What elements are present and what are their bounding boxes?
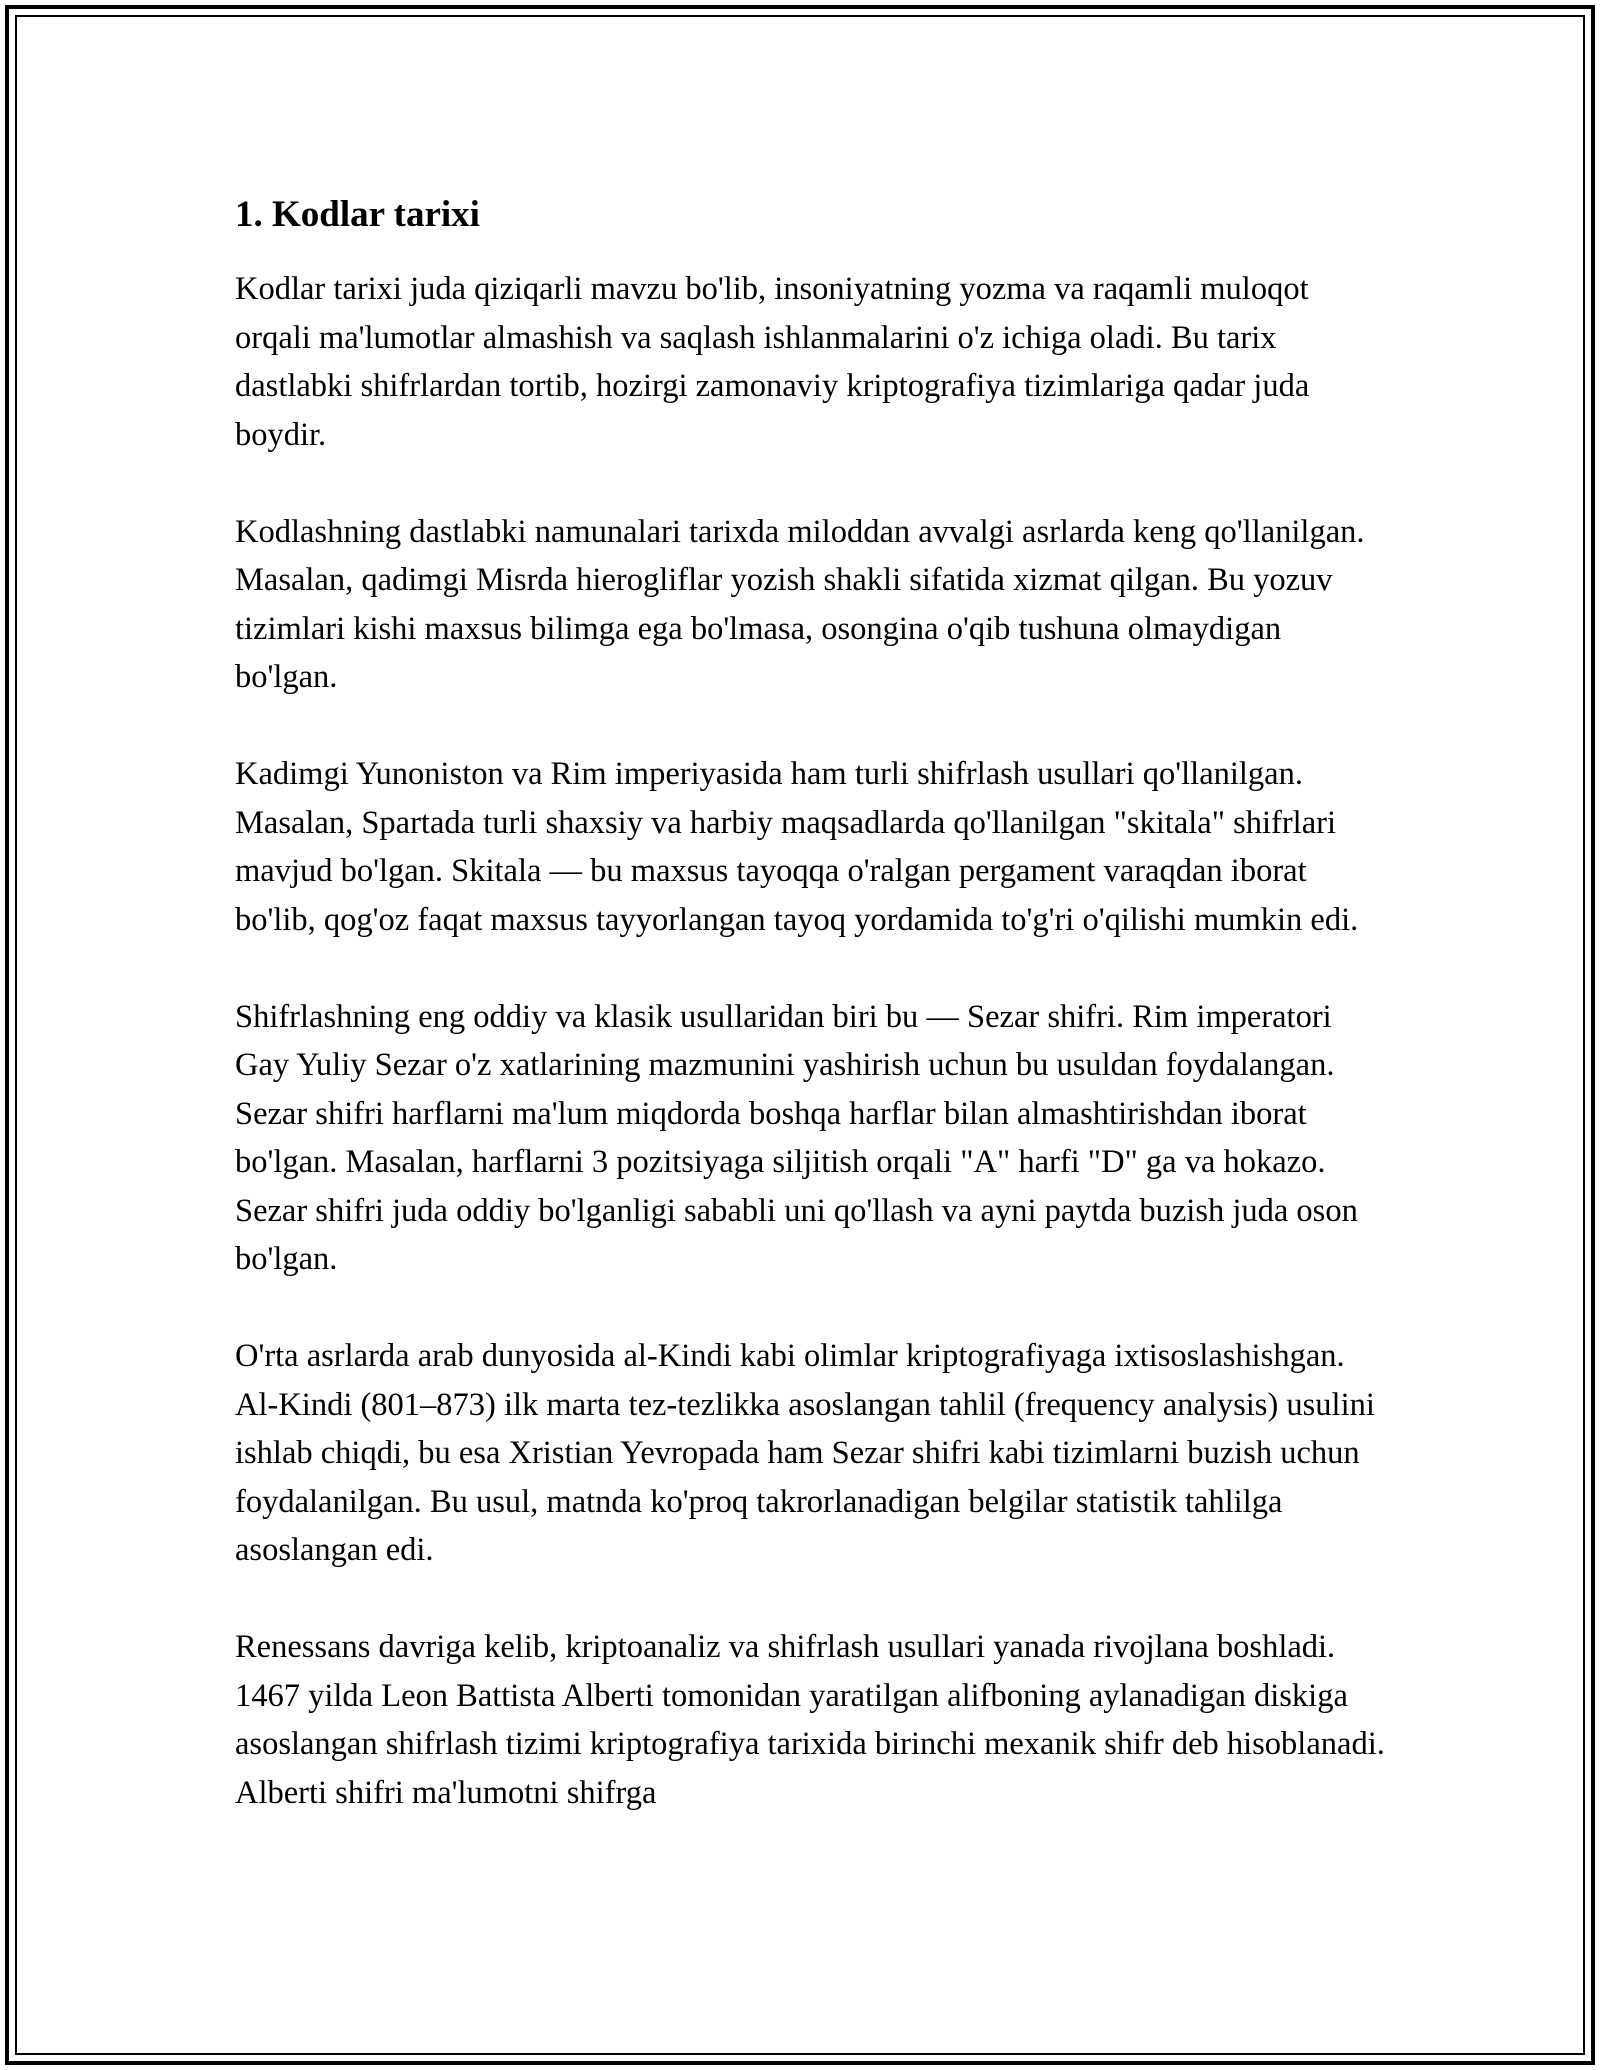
paragraph-intro: Kodlar tarixi juda qiziqarli mavzu bo'lib, insoniyatning yozma va raqamli muloqot orqali ma'lumotlar almashish va saqlash ishlanmalarini o'z ichiga oladi. Bu tarix dastlabki shifrlardan tortib, hozirgi zamonaviy kriptografiya tizimlariga qadar juda boydir.: [235, 271, 1310, 453]
paragraph-caesar-cipher: Shifrlashning eng oddiy va klasik usullaridan biri bu — Sezar shifri. Rim imperatori Gay Yuliy Sezar o'z xatlarining mazmunini yashirish uchun bu usuldan foydalangan. Sezar shifri harflarni ma'lum miqdorda boshqa harflar bilan almashtirishdan iborat bo'lgan. Masalan, harflarni 3 pozitsiyaga siljitish orqali "A" harfi "D" ga va hokazo. Sezar shifri juda oddiy bo'lganligi sababli uni qo'llash va ayni paytda buzish juda oson bo'lgan.: [235, 998, 1358, 1278]
paragraph-renaissance: Renessans davriga kelib, kriptoanaliz va shifrlash usullari yanada rivojlana boshladi. 1467 yilda Leon Battista Alberti tomonidan yaratilgan alifboning aylanadigan diskiga asoslangan shifrlash tizimi kriptografiya tarixida birinchi mexanik shifr deb hisoblanadi. Alberti shifri ma'lumotni shifrga: [235, 1629, 1385, 1811]
document-body: [235, 180, 1385, 1866]
paragraph-greece-rome: Kadimgi Yunoniston va Rim imperiyasida ham turli shifrlash usullari qo'llanilgan. Masalan, Spartada turli shaxsiy va harbiy maqsadlarda qo'llanilgan "skitala" shifrlari mavjud bo'lgan. Skitala — bu maxsus tayoqqa o'ralgan pergament varaqdan iborat bo'lib, qog'oz faqat maxsus tayyorlangan tayoq yordamida to'g'ri o'qilishi mumkin edi.: [235, 756, 1359, 938]
paragraph-al-kindi: O'rta asrlarda arab dunyosida al-Kindi kabi olimlar kriptografiyaga ixtisoslashishgan. Al-Kindi (801–873) ilk marta tez-tezlikka asoslangan tahlil (frequency analysis) usulini ishlab chiqdi, bu esa Xristian Yevropada ham Sezar shifri kabi tizimlarni buzish uchun foydalanilgan. Bu usul, matnda ko'proq takrorlanadigan belgilar statistik tahlilga asoslangan edi.: [235, 1338, 1375, 1569]
section-heading: 1. Kodlar tarixi: [235, 194, 480, 235]
paragraph-early-coding: Kodlashning dastlabki namunalari tarixda miloddan avvalgi asrlarda keng qo'llanilgan. Masalan, qadimgi Misrda hierogliflar yozish shakli sifatida xizmat qilgan. Bu yozuv tizimlari kishi maxsus bilimga ega bo'lmasa, osongina o'qib tushuna olmaydigan bo'lgan.: [235, 513, 1365, 696]
